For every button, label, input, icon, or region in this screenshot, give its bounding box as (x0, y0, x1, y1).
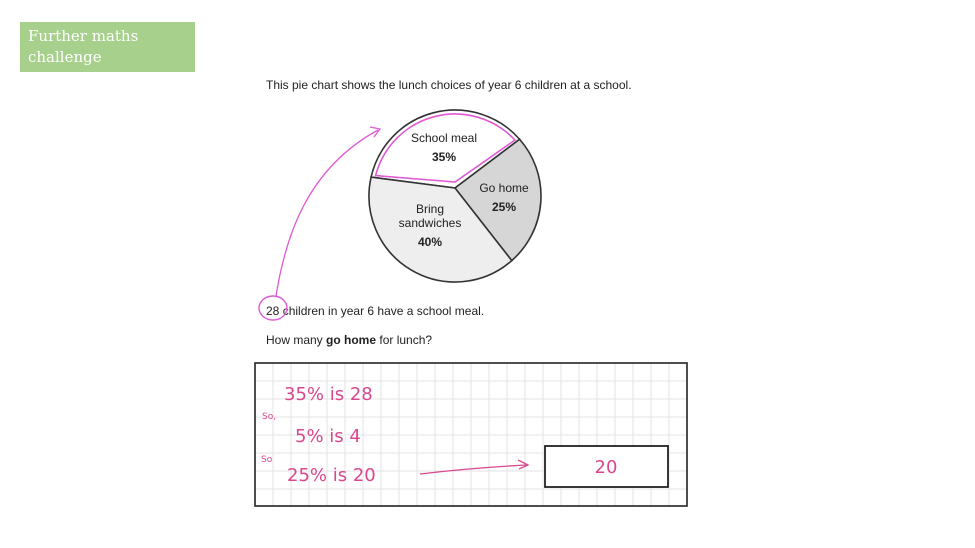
working-line-3-prefix: So (261, 455, 273, 465)
pie-slice-label: sandwiches (398, 216, 462, 230)
question-intro: This pie chart shows the lunch choices of year 6 children at a school. (266, 78, 632, 92)
answer-arrow (420, 465, 526, 474)
pie-slice-label: School meal (410, 131, 478, 145)
pie-slice-label: Go home (479, 181, 529, 195)
answer-value: 20 (594, 457, 618, 478)
challenge-tag-label: Further maths challenge (28, 27, 139, 66)
highlight-arrow (276, 130, 378, 296)
given-number-circle (259, 296, 287, 320)
ask-before: How many (266, 333, 327, 347)
working-line-2-prefix: So, (262, 412, 277, 422)
working-line-1-text: 35% is 28 (284, 384, 373, 405)
ask-after: for lunch? (376, 333, 433, 347)
pie-slice-label: Bring (415, 202, 445, 216)
pie-chart (369, 110, 541, 282)
ask-bold: go home (326, 333, 377, 347)
working-line-2-text: 5% is 4 (295, 426, 361, 447)
given-number: 28 (266, 304, 280, 318)
given-text: children in year 6 have a school meal. (282, 304, 485, 318)
working-line-3-text: 25% is 20 (287, 465, 376, 486)
working-line (284, 384, 373, 405)
answer-arrowhead (518, 460, 528, 469)
pie-slice-value-label: 35% (431, 150, 457, 164)
pie-slice-value-label: 25% (491, 200, 517, 214)
pie-slice-value-label: 40% (417, 235, 443, 249)
